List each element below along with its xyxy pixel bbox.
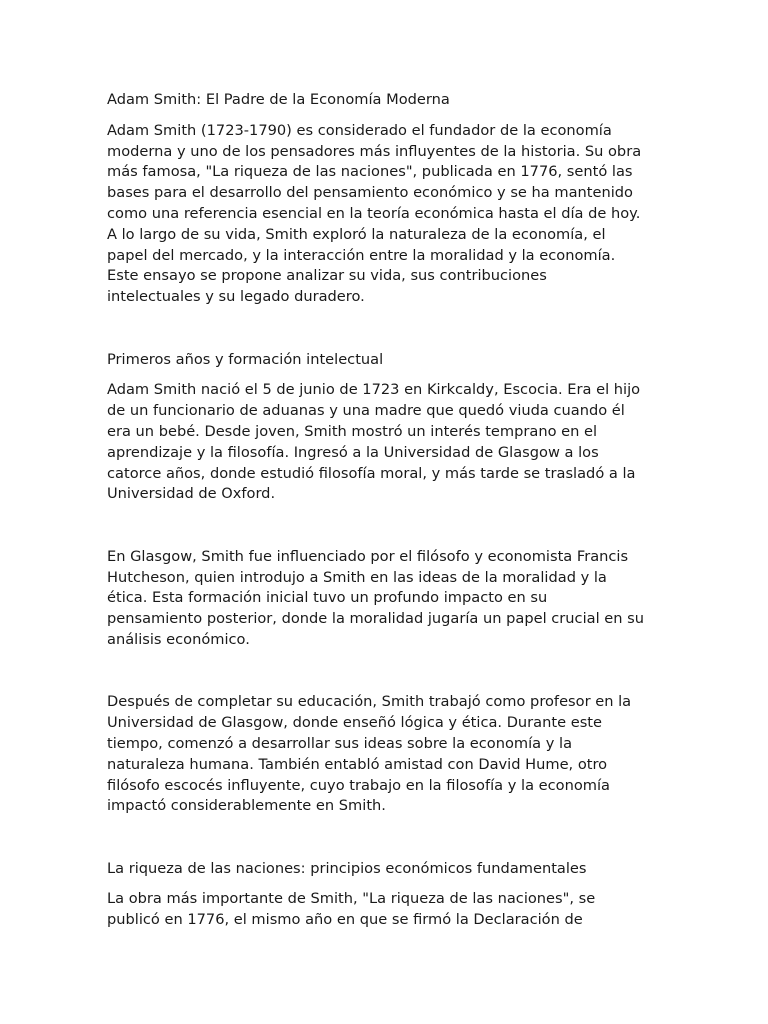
text-line: A lo largo de su vida, Smith exploró la naturaleza de la economía, el [107, 225, 606, 243]
text-line: En Glasgow, Smith fue influenciado por el filósofo y economista Francis [107, 547, 629, 565]
text-line: catorce años, donde estudió filosofía moral, y más tarde se trasladó a la [107, 464, 636, 482]
text-line: Universidad de Glasgow, donde enseñó lógica y ética. Durante este [107, 714, 602, 732]
text-line: Después de completar su educación, Smith trabajó como profesor en la [107, 693, 632, 711]
text-line: era un bebé. Desde joven, Smith mostró un interés temprano en el [107, 422, 598, 440]
text-line: impactó considerablemente en Smith. [107, 797, 386, 815]
section-heading: Primeros años y formación intelectual [107, 350, 384, 368]
text-line: filósofo escocés influyente, cuyo trabajo en la filosofía y la economía [107, 776, 610, 794]
text-line: naturaleza humana. También entabló amistad con David Hume, otro [107, 755, 608, 773]
text-line: papel del mercado, y la interacción entre la moralidad y la economía. [107, 246, 616, 264]
text-line: Adam Smith (1723-1790) es considerado el fundador de la economía [107, 121, 612, 139]
document-page [107, 90, 667, 931]
section2-paragraph-1 [107, 889, 667, 931]
section1-paragraph-2 [107, 547, 667, 651]
text-line: intelectuales y su legado duradero. [107, 288, 365, 306]
text-line: Adam Smith nació el 5 de junio de 1723 en Kirkcaldy, Escocia. Era el hijo [107, 381, 641, 399]
text-line: moderna y uno de los pensadores más influyentes de la historia. Su obra [107, 142, 642, 160]
section1-paragraph-1 [107, 380, 667, 505]
text-line: tiempo, comenzó a desarrollar sus ideas sobre la economía y la [107, 734, 573, 752]
text-line: más famosa, "La riqueza de las naciones", publicada en 1776, sentó las [107, 163, 633, 181]
text-line: Este ensayo se propone analizar su vida, sus contribuciones [107, 267, 547, 285]
text-line: de un funcionario de aduanas y una madre que quedó viuda cuando él [107, 402, 625, 420]
text-line: ética. Esta formación inicial tuvo un profundo impacto en su [107, 589, 548, 607]
text-line: publicó en 1776, el mismo año en que se firmó la Declaración de [107, 911, 583, 929]
text-line: Universidad de Oxford. [107, 485, 276, 503]
text-line: pensamiento posterior, donde la moralidad jugaría un papel crucial en su [107, 610, 644, 628]
document-title: Adam Smith: El Padre de la Economía Moderna [107, 91, 450, 108]
text-line: Hutcheson, quien introdujo a Smith en las ideas de la moralidad y la [107, 568, 607, 586]
text-line: La obra más importante de Smith, "La riqueza de las naciones", se [107, 890, 596, 908]
text-line: análisis económico. [107, 630, 250, 648]
intro-paragraph [107, 121, 667, 308]
section1-paragraph-3 [107, 692, 667, 817]
section-heading: La riqueza de las naciones: principios económicos fundamentales [107, 859, 587, 877]
text-line: bases para el desarrollo del pensamiento económico y se ha mantenido [107, 184, 633, 202]
text-line: como una referencia esencial en la teoría económica hasta el día de hoy. [107, 204, 641, 222]
text-line: aprendizaje y la filosofía. Ingresó a la Universidad de Glasgow a los [107, 443, 599, 461]
